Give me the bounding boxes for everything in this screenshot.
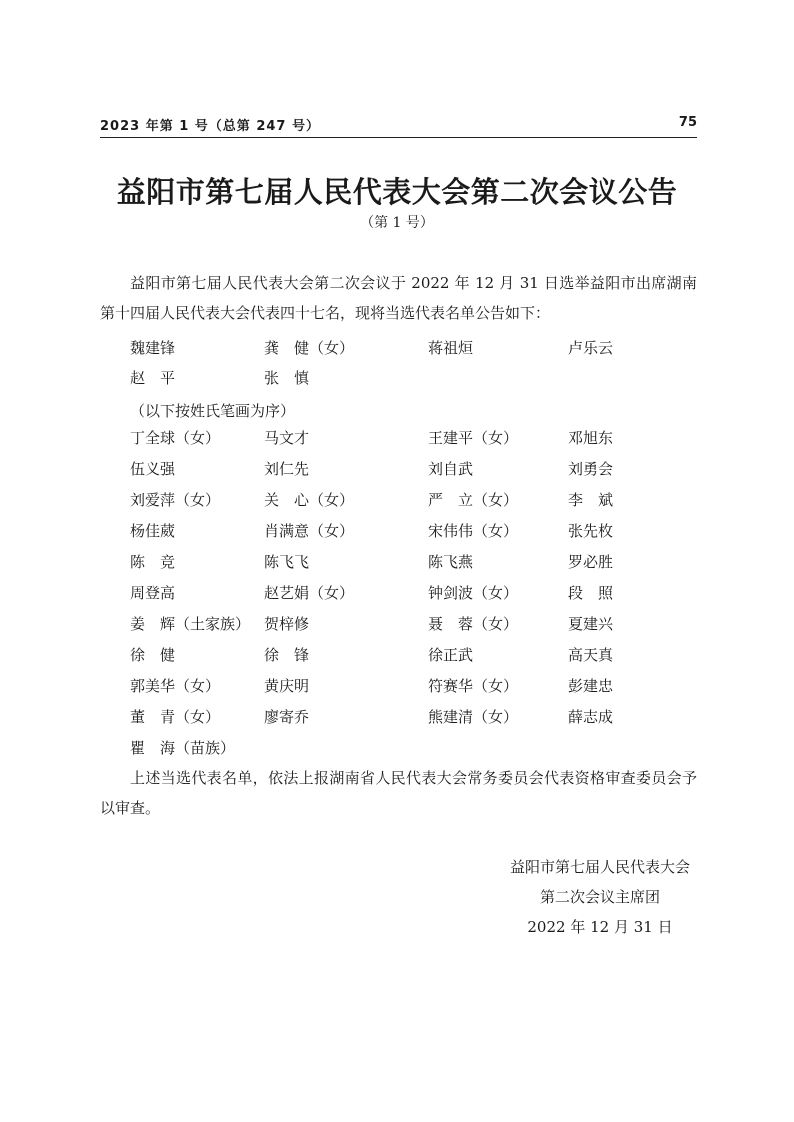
delegate-name: 熊建清（女） (428, 708, 519, 726)
delegate-name: 李 斌 (568, 491, 614, 509)
delegate-name: 陈 竞 (130, 553, 176, 571)
delegate-name: 魏建锋 (130, 339, 176, 357)
delegate-name: 董 青（女） (130, 708, 221, 726)
delegate-name: 王建平（女） (428, 429, 519, 447)
delegate-name: 赵艺娟（女） (264, 584, 355, 602)
closing-paragraph: 上述当选代表名单，依法上报湖南省人民代表大会常务委员会代表资格审查委员会予以审查。 (100, 769, 697, 817)
delegate-name: 贺梓修 (264, 615, 310, 633)
delegate-name: 刘自武 (428, 460, 474, 478)
delegate-name: 陈飞燕 (428, 553, 474, 571)
delegate-name: 彭建忠 (568, 677, 614, 695)
delegate-name: 赵 平 (130, 369, 176, 387)
delegate-name: 卢乐云 (568, 339, 614, 357)
delegate-name: 罗必胜 (568, 553, 614, 571)
announcement-number: （第 1 号） (360, 215, 434, 231)
delegate-name: 丁全球（女） (130, 429, 221, 447)
delegate-name: 邓旭东 (568, 429, 614, 447)
delegate-name: 伍义强 (130, 460, 176, 478)
delegate-name: 蒋祖烜 (428, 339, 474, 357)
delegate-name: 廖寄乔 (264, 708, 310, 726)
delegate-name: 刘仁先 (264, 460, 310, 478)
delegate-name: 肖满意（女） (264, 522, 355, 540)
delegate-name: 严 立（女） (428, 491, 519, 509)
delegate-name: 张 慎 (264, 369, 310, 387)
order-note: （以下按姓氏笔画为序） (130, 402, 296, 420)
delegate-name: 马文才 (264, 429, 310, 447)
delegate-name: 薛志成 (568, 708, 614, 726)
running-header (100, 115, 697, 138)
delegate-name: 夏建兴 (568, 615, 614, 633)
delegate-name: 段 照 (568, 584, 614, 602)
delegate-name: 张先枚 (568, 522, 614, 540)
delegate-name: 宋伟伟（女） (428, 522, 519, 540)
delegate-name: 符赛华（女） (428, 677, 519, 695)
signature-org: 益阳市第七届人民代表大会 (509, 858, 690, 876)
delegate-name: 陈飞飞 (264, 553, 310, 571)
delegate-name: 瞿 海（苗族） (130, 739, 236, 757)
delegate-name: 周登高 (130, 584, 176, 602)
signature-date: 2022 年 12 月 31 日 (527, 918, 673, 936)
delegate-name: 杨佳葳 (130, 522, 176, 540)
page-number: 75 (678, 115, 697, 130)
page-title: 益阳市第七届人民代表大会第二次会议公告 (116, 175, 678, 209)
delegate-name: 聂 蓉（女） (428, 615, 519, 633)
delegate-name: 姜 辉（土家族） (130, 615, 251, 633)
delegate-name: 龚 健（女） (264, 339, 355, 357)
delegate-name: 高天真 (568, 646, 614, 664)
delegate-name: 徐 锋 (264, 646, 310, 664)
delegate-name: 郭美华（女） (130, 677, 221, 695)
delegate-name: 关 心（女） (264, 491, 355, 509)
delegate-name: 徐 健 (130, 646, 176, 664)
delegate-name: 黄庆明 (264, 677, 310, 695)
issue-number: 2023 年第 1 号（总第 247 号） (100, 119, 320, 134)
signature-body: 第二次会议主席团 (539, 888, 660, 906)
delegate-name: 刘爱萍（女） (130, 491, 221, 509)
delegate-name: 徐正武 (428, 646, 474, 664)
delegate-name: 刘勇会 (568, 460, 614, 478)
intro-paragraph: 益阳市第七届人民代表大会第二次会议于 2022 年 12 月 31 日选举益阳市出席湖南第十四届人民代表大会代表四十七名，现将当选代表名单公告如下： (100, 274, 697, 322)
delegate-name: 钟剑波（女） (428, 584, 519, 602)
